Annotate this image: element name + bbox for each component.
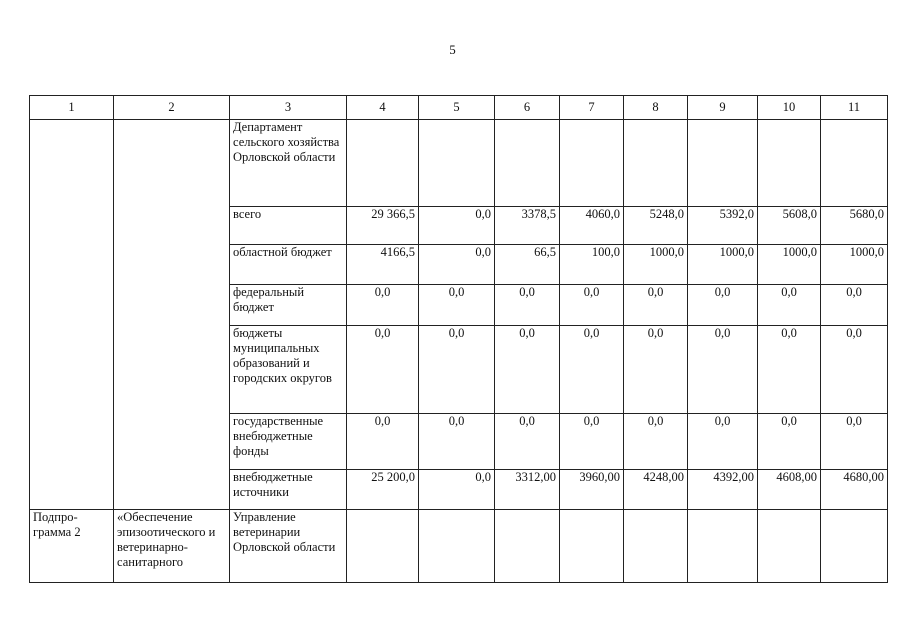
empty-cell bbox=[821, 510, 888, 583]
value-cell: 3960,00 bbox=[560, 470, 624, 510]
value-cell: 0,0 bbox=[758, 414, 821, 470]
empty-cell bbox=[821, 120, 888, 207]
value-cell: 4166,5 bbox=[347, 245, 419, 285]
value-cell: 5392,0 bbox=[688, 207, 758, 245]
empty-cell bbox=[758, 120, 821, 207]
empty-cell bbox=[688, 120, 758, 207]
column-header: 3 bbox=[230, 96, 347, 120]
value-cell: 3378,5 bbox=[495, 207, 560, 245]
row-label: государственные внебюджетные фонды bbox=[230, 414, 347, 470]
empty-cell bbox=[30, 120, 114, 510]
value-cell: 4608,00 bbox=[758, 470, 821, 510]
empty-cell bbox=[560, 510, 624, 583]
empty-cell bbox=[688, 510, 758, 583]
value-cell: 0,0 bbox=[419, 207, 495, 245]
value-cell: 1000,0 bbox=[821, 245, 888, 285]
table-row bbox=[30, 510, 888, 583]
row-label: областной бюджет bbox=[230, 245, 347, 285]
value-cell: 0,0 bbox=[624, 326, 688, 414]
subprogram-title: «Обеспечение эпизоотического и ветеринарно-санитарного bbox=[114, 510, 230, 583]
column-header: 6 bbox=[495, 96, 560, 120]
value-cell: 0,0 bbox=[419, 326, 495, 414]
empty-cell bbox=[419, 510, 495, 583]
value-cell: 0,0 bbox=[821, 285, 888, 326]
page-number: 5 bbox=[449, 42, 456, 57]
value-cell: 5608,0 bbox=[758, 207, 821, 245]
value-cell: 0,0 bbox=[560, 326, 624, 414]
value-cell: 0,0 bbox=[495, 326, 560, 414]
column-header: 5 bbox=[419, 96, 495, 120]
column-header: 1 bbox=[30, 96, 114, 120]
column-header: 10 bbox=[758, 96, 821, 120]
value-cell: 0,0 bbox=[758, 285, 821, 326]
empty-cell bbox=[624, 510, 688, 583]
value-cell: 4392,00 bbox=[688, 470, 758, 510]
value-cell: 0,0 bbox=[560, 285, 624, 326]
empty-cell bbox=[624, 120, 688, 207]
value-cell: 0,0 bbox=[419, 285, 495, 326]
value-cell: 25 200,0 bbox=[347, 470, 419, 510]
value-cell: 1000,0 bbox=[688, 245, 758, 285]
row-label: всего bbox=[230, 207, 347, 245]
value-cell: 5248,0 bbox=[624, 207, 688, 245]
value-cell: 0,0 bbox=[347, 285, 419, 326]
value-cell: 0,0 bbox=[495, 414, 560, 470]
value-cell: 1000,0 bbox=[624, 245, 688, 285]
executor-name: Управление ветеринарии Орловской области bbox=[230, 510, 347, 583]
empty-cell bbox=[758, 510, 821, 583]
value-cell: 29 366,5 bbox=[347, 207, 419, 245]
empty-cell bbox=[347, 510, 419, 583]
value-cell: 0,0 bbox=[688, 414, 758, 470]
empty-cell bbox=[495, 510, 560, 583]
empty-cell bbox=[347, 120, 419, 207]
empty-cell bbox=[495, 120, 560, 207]
value-cell: 4680,00 bbox=[821, 470, 888, 510]
column-header: 7 bbox=[560, 96, 624, 120]
value-cell: 0,0 bbox=[688, 285, 758, 326]
value-cell: 100,0 bbox=[560, 245, 624, 285]
empty-cell bbox=[114, 120, 230, 510]
row-label: федеральный бюджет bbox=[230, 285, 347, 326]
row-label: внебюджетные источники bbox=[230, 470, 347, 510]
column-header: 8 bbox=[624, 96, 688, 120]
value-cell: 0,0 bbox=[419, 470, 495, 510]
value-cell: 0,0 bbox=[821, 414, 888, 470]
value-cell: 0,0 bbox=[624, 285, 688, 326]
column-header: 11 bbox=[821, 96, 888, 120]
table-row bbox=[30, 120, 888, 207]
value-cell: 3312,00 bbox=[495, 470, 560, 510]
column-number-row bbox=[30, 96, 888, 120]
value-cell: 4060,0 bbox=[560, 207, 624, 245]
subprogram-label: Подпро-грамма 2 bbox=[30, 510, 114, 583]
value-cell: 0,0 bbox=[419, 245, 495, 285]
value-cell: 5680,0 bbox=[821, 207, 888, 245]
column-header: 9 bbox=[688, 96, 758, 120]
value-cell: 0,0 bbox=[347, 414, 419, 470]
budget-table bbox=[29, 95, 888, 583]
value-cell: 0,0 bbox=[495, 285, 560, 326]
value-cell: 4248,00 bbox=[624, 470, 688, 510]
value-cell: 0,0 bbox=[821, 326, 888, 414]
value-cell: 66,5 bbox=[495, 245, 560, 285]
row-label: бюджеты муниципальных образований и городских округов bbox=[230, 326, 347, 414]
value-cell: 0,0 bbox=[419, 414, 495, 470]
empty-cell bbox=[419, 120, 495, 207]
value-cell: 0,0 bbox=[560, 414, 624, 470]
column-header: 4 bbox=[347, 96, 419, 120]
value-cell: 0,0 bbox=[688, 326, 758, 414]
value-cell: 0,0 bbox=[624, 414, 688, 470]
empty-cell bbox=[560, 120, 624, 207]
column-header: 2 bbox=[114, 96, 230, 120]
department-name: Департамент сельского хозяйства Орловской области bbox=[230, 120, 347, 207]
value-cell: 0,0 bbox=[758, 326, 821, 414]
value-cell: 0,0 bbox=[347, 326, 419, 414]
value-cell: 1000,0 bbox=[758, 245, 821, 285]
